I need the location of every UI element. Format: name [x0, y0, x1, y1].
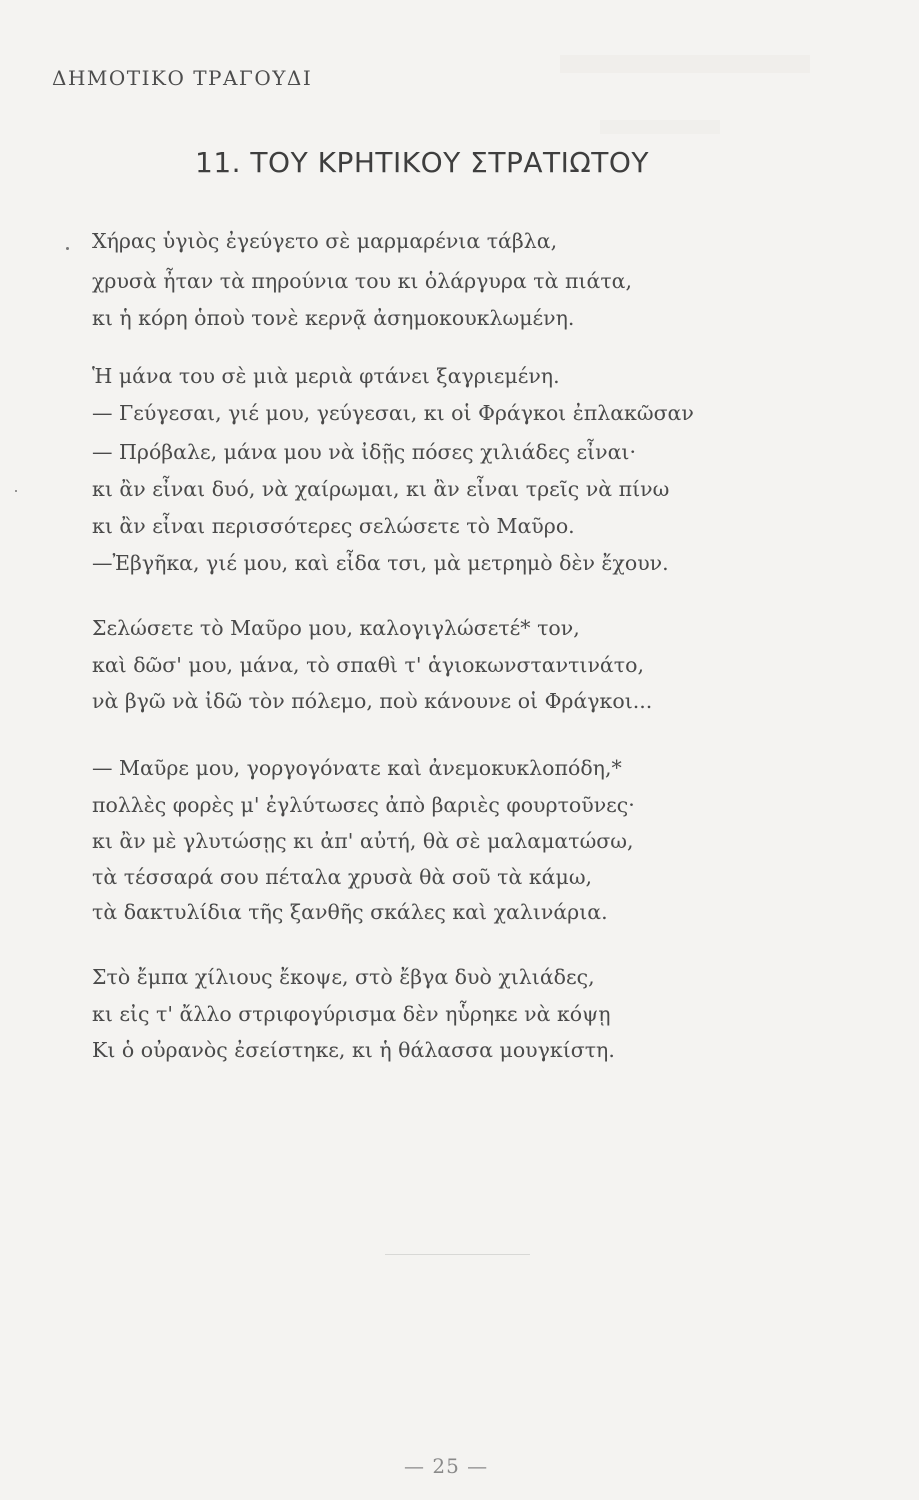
page-number: — 25 — — [404, 1454, 489, 1478]
poem-line: Στὸ ἔμπα χίλιους ἔκοψε, στὸ ἔβγα δυὸ χιλιάδες, — [92, 965, 595, 989]
poem-line: Σελώσετε τὸ Μαῦρο μου, καλογιγλώσετέ* τον, — [92, 616, 580, 640]
bleed-through-shadow — [600, 120, 720, 134]
poem-line: Κι ὁ οὐρανὸς ἐσείστηκε, κι ἡ θάλασσα μουγκίστη. — [92, 1038, 615, 1062]
margin-dot — [66, 247, 69, 250]
faint-divider — [385, 1254, 530, 1255]
poem-line: κι ἡ κόρη ὁποὺ τονὲ κερνᾷ ἀσημοκουκλωμένη. — [92, 306, 575, 330]
poem-line: τὰ δακτυλίδια τῆς ξανθῆς σκάλες καὶ χαλινάρια. — [92, 900, 608, 924]
poem-line: χρυσὰ ἦταν τὰ πηρούνια του κι ὁλάργυρα τὰ πιάτα, — [92, 269, 633, 293]
poem-line: — Μαῦρε μου, γοργογόνατε καὶ ἀνεμοκυκλοπόδη,* — [92, 756, 622, 780]
poem-line: Χήρας ὑγιὸς ἐγεύγετο σὲ μαρμαρένια τάβλα, — [92, 229, 558, 253]
poem-line: κι εἰς τ' ἄλλο στριφογύρισμα δὲν ηὗρηκε νὰ κόψῃ — [92, 1002, 611, 1026]
margin-dot — [15, 490, 17, 492]
poem-title: 11. ΤΟΥ ΚΡΗΤΙΚΟΥ ΣΤΡΑΤΙΩΤΟΥ — [195, 146, 649, 179]
poem-line: Ἡ μάνα του σὲ μιὰ μεριὰ φτάνει ξαγριεμένη. — [92, 364, 560, 388]
bleed-through-shadow — [560, 55, 810, 73]
poem-line: κι ἂν εἶναι περισσότερες σελώσετε τὸ Μαῦρο. — [92, 514, 575, 538]
poem-line: — Γεύγεσαι, γιέ μου, γεύγεσαι, κι οἱ Φράγκοι ἐπλακῶσαν — [92, 401, 694, 425]
poem-line: κι ἂν εἶναι δυό, νὰ χαίρωμαι, κι ἂν εἶναι τρεῖς νὰ πίνω — [92, 477, 670, 501]
poem-line: τὰ τέσσαρά σου πέταλα χρυσὰ θὰ σοῦ τὰ κάμω, — [92, 865, 593, 889]
poem-line: — Πρόβαλε, μάνα μου νὰ ἰδῇς πόσες χιλιάδες εἶναι· — [92, 440, 636, 464]
poem-line: καὶ δῶσ' μου, μάνα, τὸ σπαθὶ τ' ἁγιοκωνσταντινάτο, — [92, 653, 644, 677]
running-head: ΔΗΜΟΤΙΚΟ ΤΡΑΓΟΥΔΙ — [52, 66, 313, 90]
poem-line: πολλὲς φορὲς μ' ἐγλύτωσες ἀπὸ βαριὲς φουρτοῦνες· — [92, 793, 635, 817]
poem-line: νὰ βγῶ νὰ ἰδῶ τὸν πόλεμο, ποὺ κάνουνε οἱ Φράγκοι... — [92, 689, 653, 713]
poem-line: —Ἐβγῆκα, γιέ μου, καὶ εἶδα τσι, μὰ μετρημὸ δὲν ἔχουν. — [92, 551, 669, 575]
poem-line: κι ἂν μὲ γλυτώσῃς κι ἀπ' αὐτή, θὰ σὲ μαλαματώσω, — [92, 829, 634, 853]
